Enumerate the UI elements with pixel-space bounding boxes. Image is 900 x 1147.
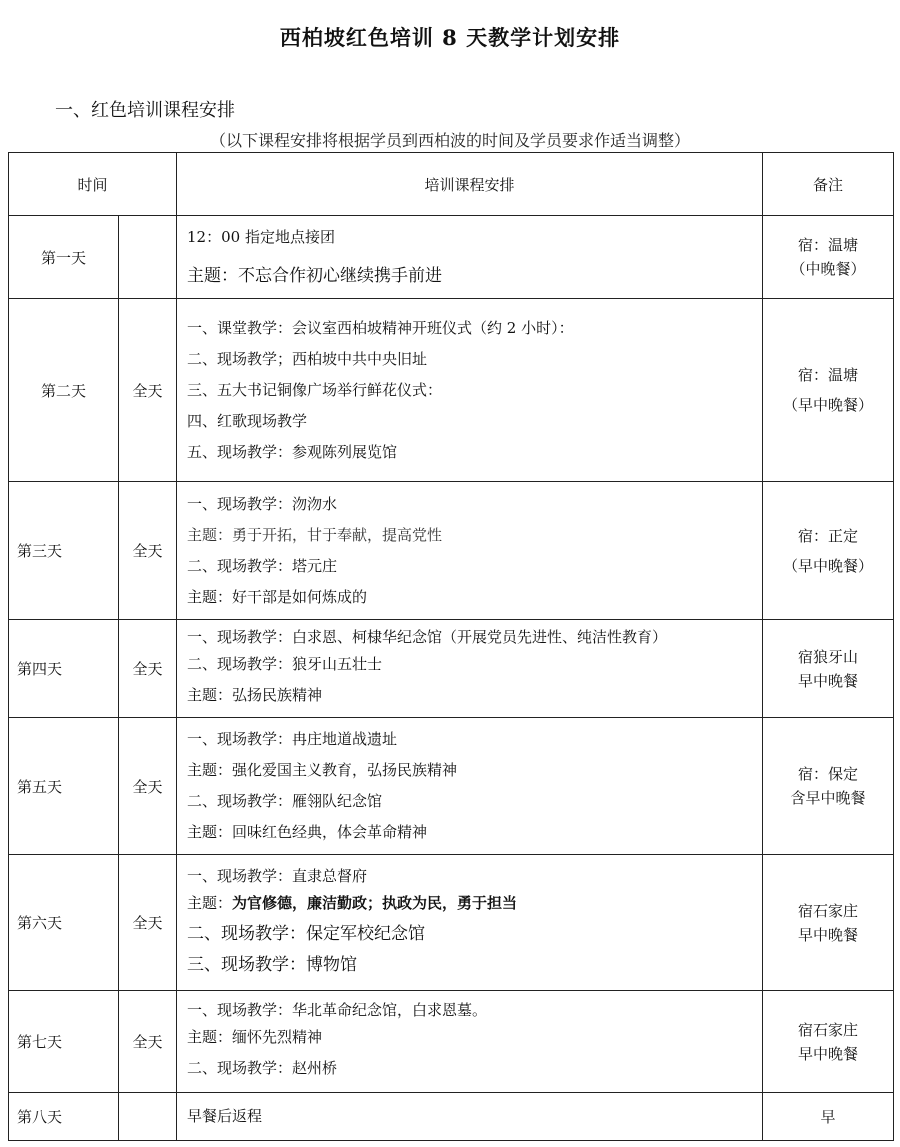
remark-line: 早 [820, 1107, 836, 1126]
activity-theme: 主题：回味红色经典，体会革命精神 [187, 823, 428, 841]
remark-cell [763, 1093, 894, 1141]
activity-line: 三、五大书记铜像广场举行鲜花仪式： [187, 380, 443, 399]
activity-line: 12：00 指定地点接团 [187, 228, 335, 246]
header-time: 时间 [9, 153, 177, 216]
activity-line: 早餐后返程 [187, 1107, 263, 1125]
day-cell: 第六天 [9, 855, 119, 991]
day-cell: 第一天 [9, 216, 119, 299]
period-cell: 全天 [119, 299, 177, 482]
remark-cell [763, 718, 894, 855]
remark-line: 宿狼牙山 [798, 647, 859, 666]
remark-cell [763, 299, 894, 482]
period-cell: 全天 [119, 991, 177, 1093]
period-cell: 全天 [119, 482, 177, 620]
document-title: 西柏坡红色培训 8 天教学计划安排 [279, 25, 621, 50]
remark-line: 宿：温塘 [798, 366, 859, 384]
activity-cell [177, 855, 763, 991]
remark-cell [763, 620, 894, 718]
activity-line: 二、现场教学：狼牙山五壮士 [187, 655, 383, 673]
section-heading: 一、红色培训课程安排 [55, 100, 235, 121]
schedule-note: （以下课程安排将根据学员到西柏波的时间及学员要求作适当调整） [209, 131, 690, 150]
activity-line: 一、课堂教学：会议室西柏坡精神开班仪式（约 2 小时）： [187, 318, 574, 337]
theme-bold-text: 为官修德，廉洁勤政；执政为民，勇于担当 [232, 893, 518, 912]
day-cell: 第七天 [9, 991, 119, 1093]
remark-cell [763, 216, 894, 299]
activity-line: 一、现场教学：白求恩、柯棣华纪念馆（开展党员先进性、纯洁性教育） [187, 628, 668, 646]
activity-cell [177, 620, 763, 718]
activity-line: 一、现场教学：直隶总督府 [187, 866, 368, 885]
activity-cell [177, 299, 763, 482]
activity-line: 二、现场教学：雁翎队纪念馆 [187, 792, 383, 810]
table-header-row [9, 153, 894, 216]
activity-line: 二、现场教学；西柏坡中共中央旧址 [187, 349, 428, 368]
table-row [9, 620, 894, 718]
remark-line: 宿：正定 [798, 526, 859, 545]
remark-cell [763, 855, 894, 991]
remark-line: 宿：保定 [798, 765, 859, 783]
period-cell: 全天 [119, 718, 177, 855]
day-cell: 第二天 [9, 299, 119, 482]
activity-line: 一、现场教学：华北革命纪念馆，白求恩墓。 [187, 1001, 488, 1019]
activity-line: 四、红歌现场教学 [187, 411, 308, 430]
theme-prefix: 主题： [187, 893, 233, 912]
activity-theme [187, 888, 752, 919]
remark-line: 含早中晚餐 [790, 789, 866, 807]
remark-cell [763, 991, 894, 1093]
activity-theme: 主题：好干部是如何炼成的 [187, 587, 368, 606]
activity-line: 一、现场教学：冉庄地道战遗址 [187, 730, 398, 748]
header-remark: 备注 [763, 153, 894, 216]
activity-cell [177, 991, 763, 1093]
activity-line: 二、现场教学：赵州桥 [187, 1059, 338, 1077]
activity-theme: 主题：弘扬民族精神 [187, 686, 323, 704]
day-cell: 第三天 [9, 482, 119, 620]
activity-line: 二、现场教学：保定军校纪念馆 [187, 923, 426, 944]
activity-line: 一、现场教学：沕沕水 [187, 494, 338, 513]
remark-line: 宿：温塘 [798, 236, 859, 254]
activity-line: 五、现场教学：参观陈列展览馆 [187, 442, 398, 461]
activity-cell [177, 216, 763, 299]
period-cell: 全天 [119, 855, 177, 991]
activity-line: 三、现场教学：博物馆 [187, 954, 358, 975]
remark-line: 宿石家庄 [798, 901, 859, 920]
table-row [9, 216, 894, 299]
remark-line: （中晚餐） [790, 260, 866, 278]
activity-theme: 主题：缅怀先烈精神 [187, 1028, 323, 1046]
remark-line: 早中晚餐 [798, 925, 859, 944]
day-cell: 第四天 [9, 620, 119, 718]
remark-cell [763, 482, 894, 620]
day-cell: 第五天 [9, 718, 119, 855]
activity-theme: 主题：勇于开拓，甘于奉献，提高党性 [187, 525, 443, 544]
remark-line: 早中晚餐 [798, 1044, 859, 1063]
remark-line: 早中晚餐 [798, 671, 859, 690]
table-row [9, 299, 894, 482]
table-row [9, 991, 894, 1093]
activity-theme: 主题：强化爱国主义教育，弘扬民族精神 [187, 761, 458, 779]
remark-line: （早中晚餐） [783, 396, 874, 414]
schedule-table [8, 152, 894, 1141]
activity-cell [177, 482, 763, 620]
table-row [9, 1093, 894, 1141]
day-cell: 第八天 [9, 1093, 119, 1141]
header-schedule: 培训课程安排 [177, 153, 763, 216]
remark-line: （早中晚餐） [783, 556, 874, 575]
activity-cell [177, 718, 763, 855]
table-row [9, 718, 894, 855]
remark-line: 宿石家庄 [798, 1020, 859, 1039]
period-cell [119, 216, 177, 299]
table-row [9, 482, 894, 620]
period-cell: 全天 [119, 620, 177, 718]
period-cell [119, 1093, 177, 1141]
activity-line: 二、现场教学：塔元庄 [187, 556, 338, 575]
activity-theme: 主题：不忘合作初心继续携手前进 [187, 266, 443, 286]
table-row [9, 855, 894, 991]
activity-cell [177, 1093, 763, 1141]
